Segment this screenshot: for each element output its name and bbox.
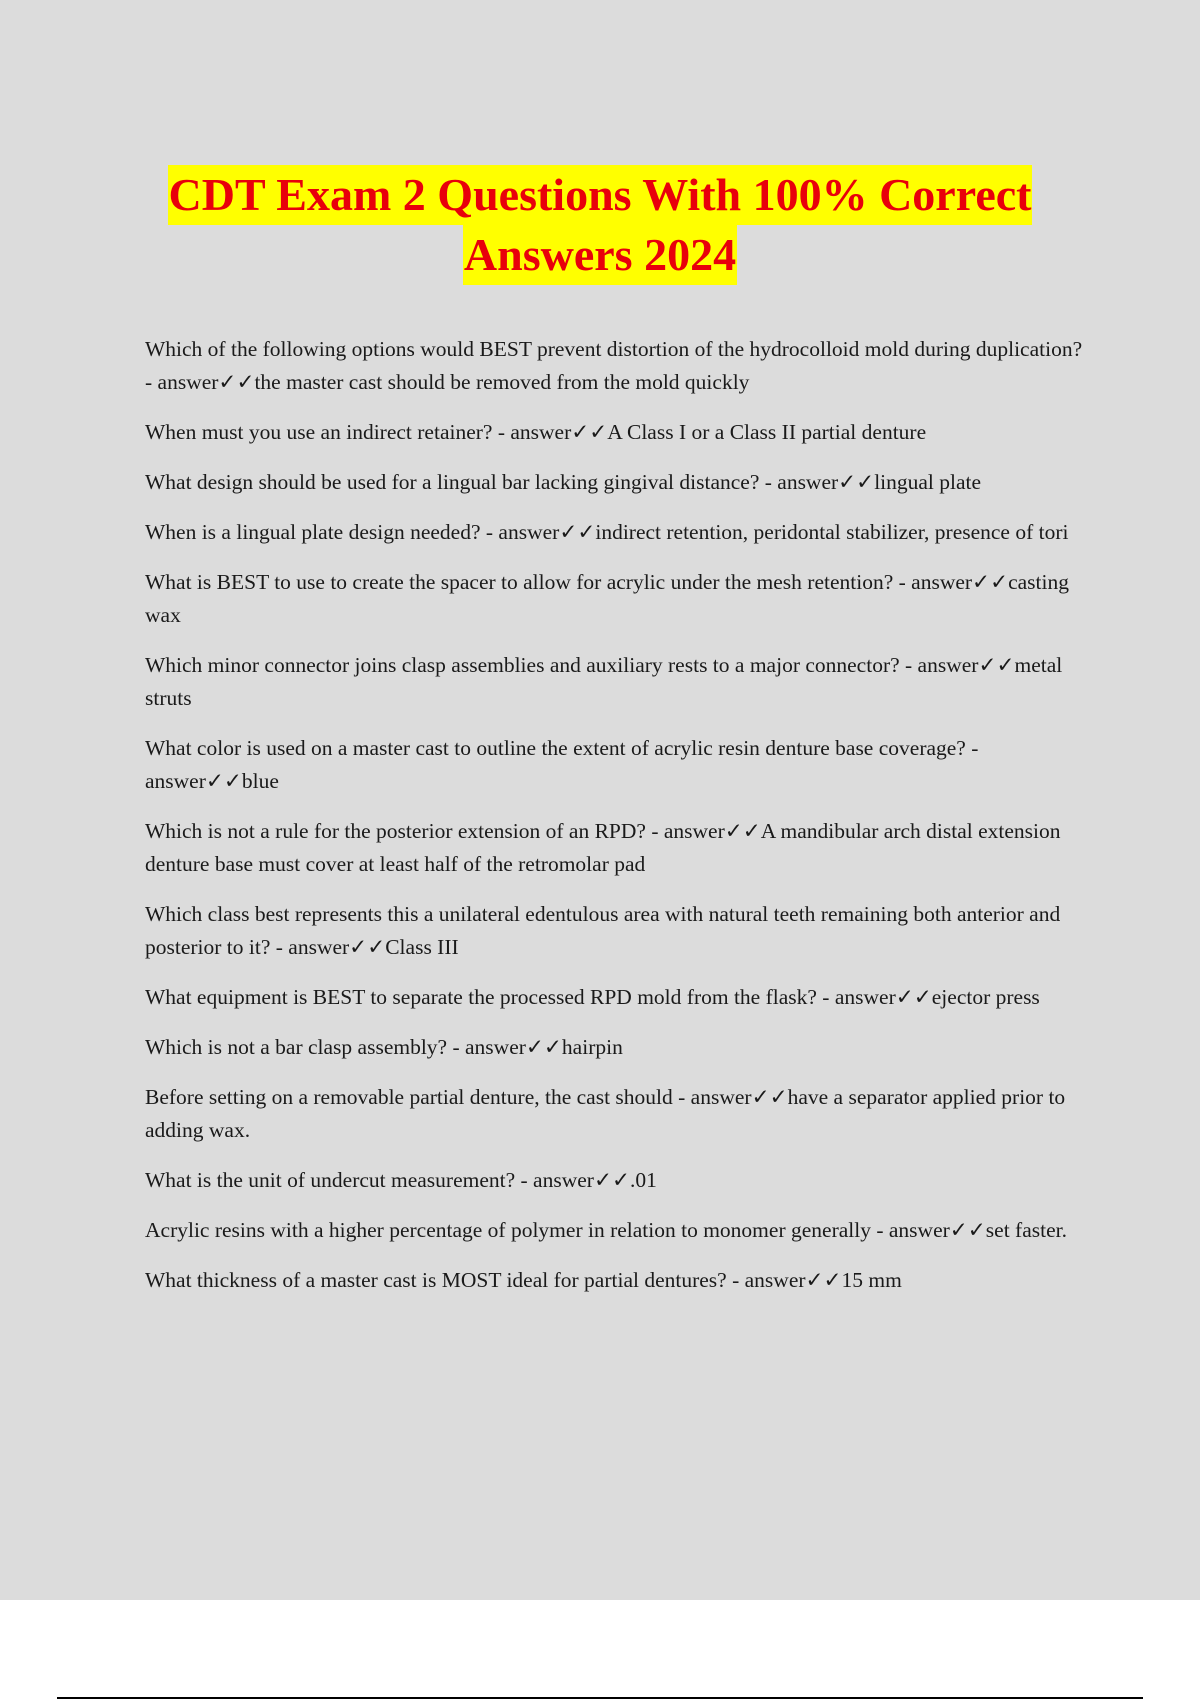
qa-item-4: When is a lingual plate design needed? - answer✓✓indirect retention, peridontal stabilizer, presence of tori <box>145 520 1069 544</box>
qa-item-1: Which of the following options would BEST prevent distortion of the hydrocolloid mold during duplication? - answer✓✓the master cast should be removed from the mold quickly <box>145 337 1083 394</box>
qa-item-5: What is BEST to use to create the spacer to allow for acrylic under the mesh retention? - answer✓✓casting wax <box>145 570 1069 627</box>
qa-item-2: When must you use an indirect retainer? - answer✓✓A Class I or a Class II partial denture <box>145 420 927 444</box>
qa-item-9: Which class best represents this a unilateral edentulous area with natural teeth remaining both anterior and posterior to it? - answer✓✓Class III <box>145 902 1061 959</box>
title-line-1: CDT Exam 2 Questions With 100% Correct <box>168 165 1033 225</box>
qa-item-14: Acrylic resins with a higher percentage of polymer in relation to monomer generally - answer✓✓set faster. <box>145 1218 1067 1242</box>
qa-item-8: Which is not a rule for the posterior extension of an RPD? - answer✓✓A mandibular arch distal extension denture base must cover at least half of the retromolar pad <box>145 819 1061 876</box>
qa-item-11: Which is not a bar clasp assembly? - answer✓✓hairpin <box>145 1035 623 1059</box>
qa-item-12: Before setting on a removable partial denture, the cast should - answer✓✓have a separator applied prior to adding wax. <box>145 1085 1066 1142</box>
qa-item-6: Which minor connector joins clasp assemblies and auxiliary rests to a major connector? - answer✓✓metal struts <box>145 653 1063 710</box>
qa-item-7: What color is used on a master cast to outline the extent of acrylic resin denture base coverage? - answer✓✓blue <box>145 736 979 793</box>
qa-item-10: What equipment is BEST to separate the processed RPD mold from the flask? - answer✓✓ejector press <box>145 985 1040 1009</box>
title-line-2: Answers 2024 <box>463 225 737 285</box>
document-title <box>0 165 1200 285</box>
qa-item-13: What is the unit of undercut measurement? - answer✓✓.01 <box>145 1168 657 1192</box>
question-answer-list <box>145 333 1090 1314</box>
footer-divider <box>57 1697 1143 1699</box>
qa-item-3: What design should be used for a lingual bar lacking gingival distance? - answer✓✓lingual plate <box>145 470 982 494</box>
qa-item-15: What thickness of a master cast is MOST ideal for partial dentures? - answer✓✓15 mm <box>145 1268 902 1292</box>
